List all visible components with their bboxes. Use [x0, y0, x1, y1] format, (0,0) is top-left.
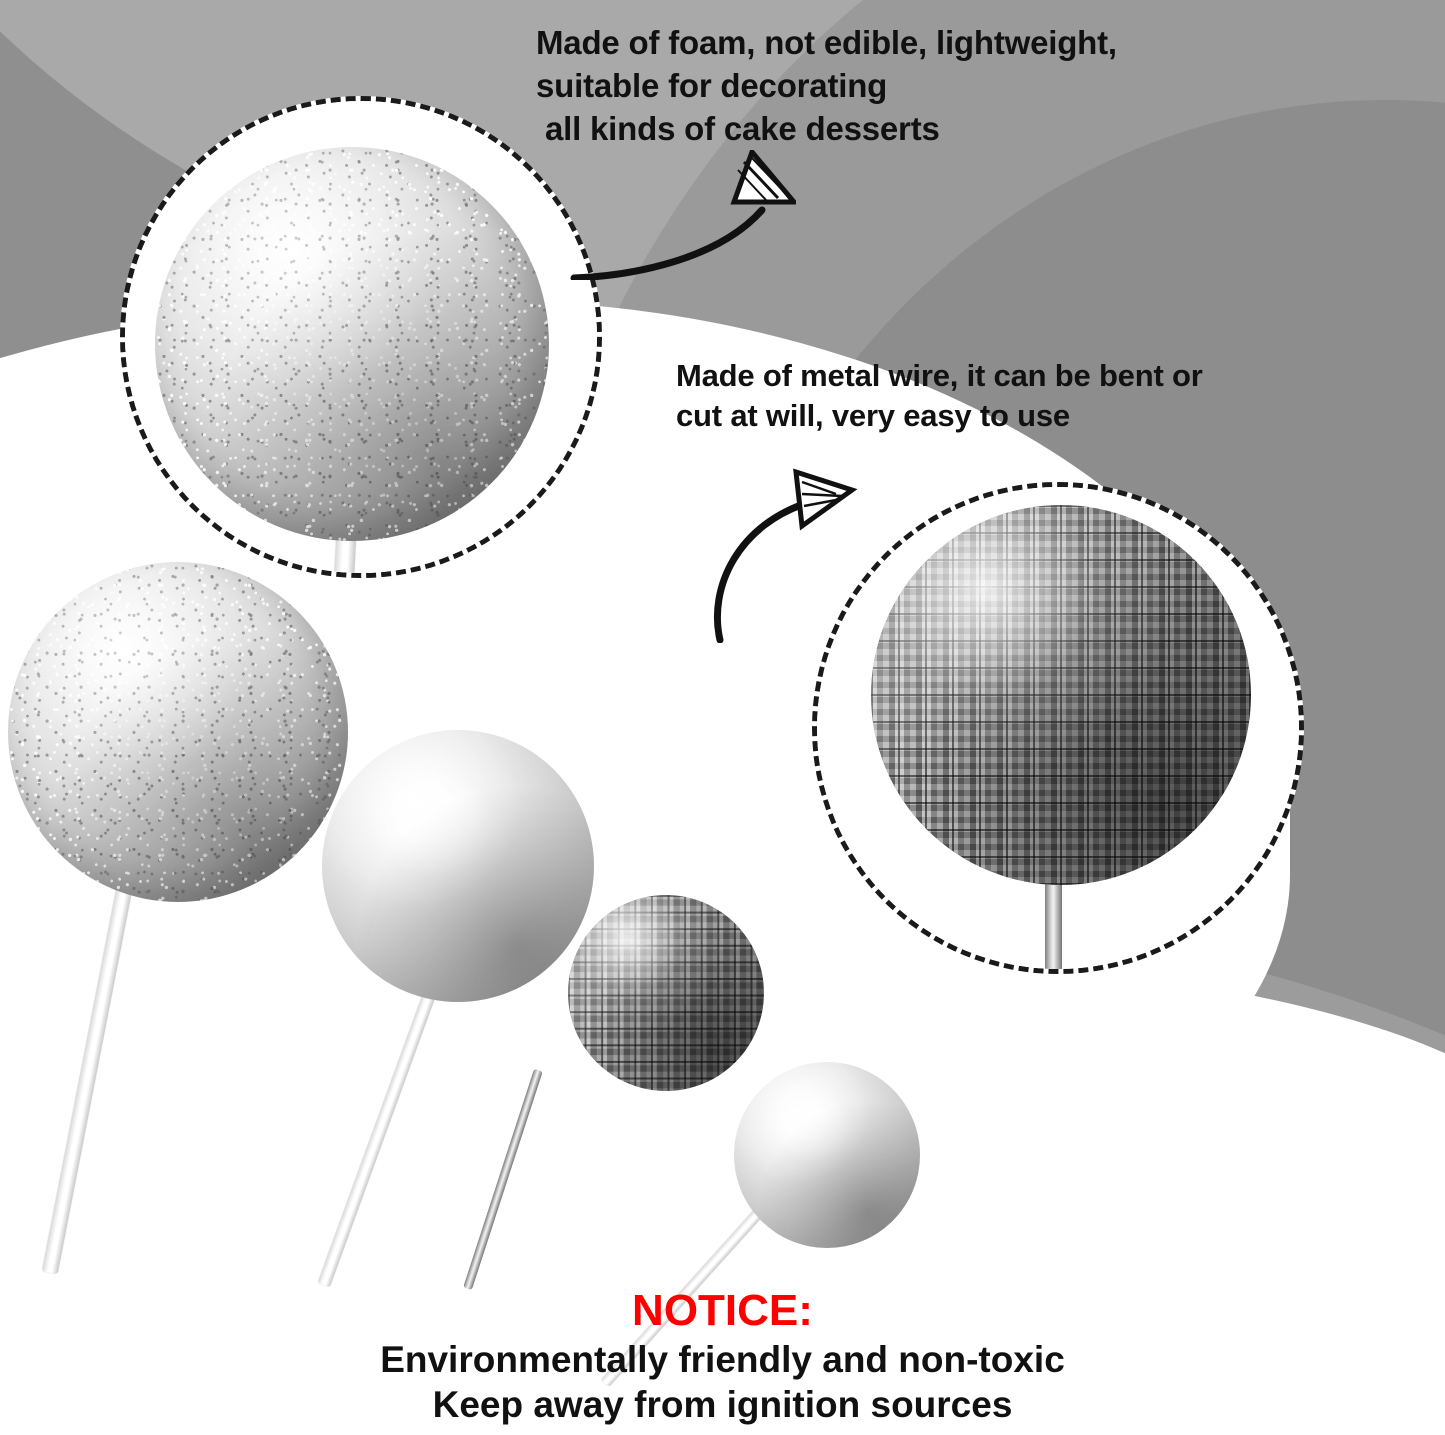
wire-callout-line-1: Made of metal wire, it can be bent or — [676, 358, 1203, 393]
glitter-foam-ball-large — [8, 562, 348, 902]
pearl-foam-ball-small — [734, 1062, 920, 1248]
wire-callout — [676, 356, 1416, 437]
foam-callout-line-2: suitable for decorating — [536, 66, 888, 104]
disco-tiles — [568, 895, 764, 1091]
pearl-highlight — [771, 1092, 853, 1163]
foam-callout — [536, 22, 1336, 151]
foam-callout-line-3: all kinds of cake desserts — [536, 109, 940, 147]
notice-block — [0, 1286, 1445, 1427]
disco-ball-zoomed — [871, 505, 1251, 885]
disco-ball-zoom — [812, 482, 1304, 974]
glitter-texture — [155, 147, 549, 541]
pearl-foam-ball-medium — [322, 730, 594, 1002]
disco-ball-medium — [568, 895, 764, 1091]
curved-arrow-up-right-icon — [690, 468, 865, 648]
foam-callout-line-1: Made of foam, not edible, lightweight, — [536, 24, 1117, 61]
curved-arrow-up-right-icon — [566, 150, 796, 285]
notice-line-2: Keep away from ignition sources — [432, 1383, 1013, 1425]
foam-ball-zoom — [120, 96, 602, 578]
glitter-texture — [8, 562, 348, 902]
disco-tiles — [871, 505, 1251, 885]
notice-title: NOTICE: — [632, 1286, 813, 1336]
glitter-foam-ball-zoomed — [155, 147, 549, 541]
notice-line-1: Environmentally friendly and non-toxic — [380, 1339, 1065, 1381]
wire-callout-line-2: cut at will, very easy to use — [676, 398, 1070, 434]
pearl-highlight — [371, 768, 496, 877]
